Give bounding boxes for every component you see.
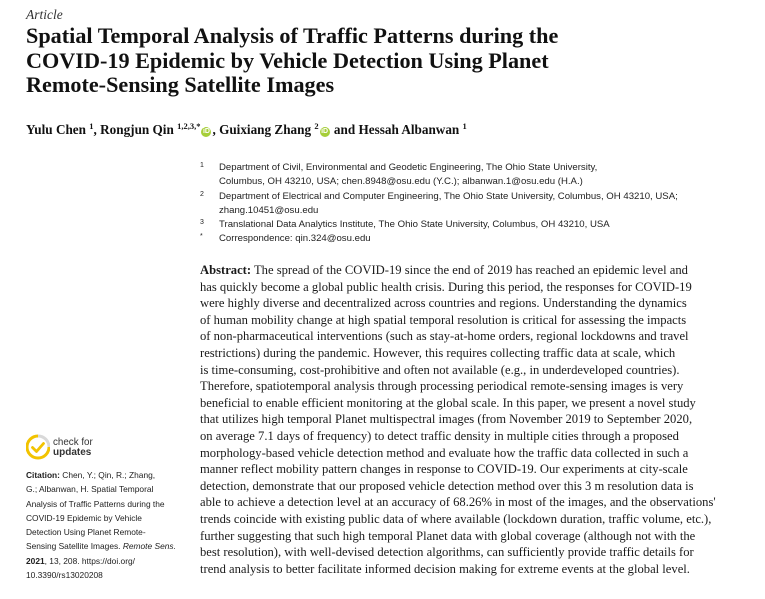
affiliation-line: Correspondence: qin.324@osu.edu <box>219 233 371 244</box>
citation-line: Analysis of Traffic Patterns during the <box>26 498 165 509</box>
abstract-line: best resolution), with well-devised detection algorithms, can sufficiently provide traffic details for <box>200 545 694 560</box>
abstract-line: trend analysis to better facilitate informed decision making for extreme events at the global level. <box>200 561 690 576</box>
author-name[interactable]: Rongjun Qin <box>100 122 174 137</box>
author-affil-sup: 1 <box>89 121 94 131</box>
affiliation-mark: 1 <box>200 162 204 169</box>
affiliation-line: Translational Data Analytics Institute, The Ohio State University, Columbus, OH 43210, USA <box>219 219 610 230</box>
author-separator: , <box>93 122 97 137</box>
abstract-line: further suggesting that such high temporal Planet data with global coverage (although not with the <box>200 528 696 543</box>
author-name[interactable]: Yulu Chen <box>26 122 86 137</box>
check-updates-icon <box>26 434 50 460</box>
abstract-line: were highly diverse and decentralized across countries and regions. Understanding the dynamics <box>200 296 687 311</box>
abstract-line: on average 7.1 days of frequency) to detect traffic density in multiple cities through a proposed <box>200 428 679 443</box>
citation-block <box>26 468 186 582</box>
citation-volume: , 13, <box>44 555 61 566</box>
author-affil-sup: 1,2,3,* <box>177 121 201 131</box>
abstract-line: of non-pharmaceutical interventions (such as stay-at-home orders, regional lockdowns and travel <box>200 329 689 344</box>
affiliation-mark: 2 <box>200 191 204 198</box>
abstract-label: Abstract: <box>200 263 252 277</box>
title-line: COVID-19 Epidemic by Vehicle Detection Using Planet <box>26 47 549 73</box>
affiliation-line: Department of Civil, Environmental and Geodetic Engineering, The Ohio State University, <box>219 162 598 173</box>
affiliation-line: zhang.10451@osu.edu <box>219 204 319 216</box>
abstract <box>200 262 728 577</box>
author-affil-sup: 2 <box>314 121 319 131</box>
abstract-line: that utilizes high temporal Planet multispectral images (from November 2019 to September 2020, <box>200 412 693 427</box>
citation-line: G.; Albanwan, H. Spatial Temporal <box>26 484 154 495</box>
citation-pages-doi[interactable]: 208. https://doi.org/ <box>60 555 135 566</box>
abstract-line: restrictions) during the pandemic. However, this requires collecting traffic data at scale, which <box>200 345 676 360</box>
citation-line: Detection Using Planet Remote- <box>26 527 146 538</box>
citation-label: Citation: <box>26 470 60 480</box>
citation-line: COVID-19 Epidemic by Vehicle <box>26 512 142 523</box>
title-line: Remote-Sensing Satellite Images <box>26 72 335 97</box>
affiliation-line: Columbus, OH 43210, USA; chen.8948@osu.edu (Y.C.); albanwan.1@osu.edu (H.A.) <box>219 175 583 187</box>
article-type-label: Article <box>26 7 63 22</box>
abstract-line: The spread of the COVID-19 since the end of 2019 has reached an epidemic level and <box>251 263 688 277</box>
abstract-line: able to achieve a detection level at an accuracy of 68.26% in most of the images, and the observations' <box>200 495 716 510</box>
abstract-line: manner reflect mobility pattern changes in response to COVID-19. Our experiments at city-scale <box>200 462 688 477</box>
orcid-icon[interactable]: iD <box>321 128 329 135</box>
orcid-icon[interactable]: iD <box>202 128 210 135</box>
author-name[interactable]: Guixiang Zhang <box>219 122 312 137</box>
author-affil-sup: 1 <box>462 121 467 131</box>
citation-year: 2021 <box>26 555 45 566</box>
affiliation-mark: 3 <box>200 219 204 226</box>
title-line: Spatial Temporal Analysis of Traffic Patterns during the <box>26 23 559 48</box>
paper-title <box>26 24 746 98</box>
citation-line: Sensing Satellite Images. <box>26 541 123 552</box>
citation-line: Chen, Y.; Qin, R.; Zhang, <box>59 470 156 480</box>
author-separator: , <box>212 122 216 137</box>
citation-journal: Remote Sens. <box>122 541 176 552</box>
citation-doi-link[interactable]: 10.3390/rs13020208 <box>26 570 103 581</box>
abstract-line: is time-consuming, cost-prohibitive and often not available (e.g., in underdeveloped countries). <box>200 362 680 377</box>
abstract-line: beneficial to enable efficient monitoring at the global scale. In this paper, we present a novel study <box>200 395 696 410</box>
abstract-line: trends coincide with existing public data of where available (lockdown duration, traffic volume, etc.), <box>200 511 712 526</box>
affiliation-line: Department of Electrical and Computer Engineering, The Ohio State University, Columbus, OH 43210, USA; <box>219 191 678 202</box>
abstract-line: detection, demonstrate that our proposed vehicle detection method over this 3 m resolution data is <box>200 478 694 493</box>
check-updates-text: check for <box>53 437 93 448</box>
author-separator: and <box>333 122 356 137</box>
check-updates-text-bold: updates <box>53 447 92 458</box>
author-name[interactable]: Hessah Albanwan <box>358 122 460 137</box>
abstract-line: of human mobility change at high spatial temporal resolution is critical for assessing the impacts <box>200 312 687 327</box>
abstract-line: morphology-based vehicle detection method and evaluate how the traffic data collected in such a <box>200 445 689 460</box>
affiliation-mark: * <box>200 233 203 240</box>
abstract-line: Therefore, spatiotemporal analysis through processing periodical remote-sensing images is very <box>200 379 684 394</box>
abstract-line: has quickly become a global public health crisis. During this period, the responses for COVID-19 <box>200 279 692 294</box>
check-for-updates-badge[interactable] <box>26 434 126 462</box>
author-list <box>26 121 467 138</box>
